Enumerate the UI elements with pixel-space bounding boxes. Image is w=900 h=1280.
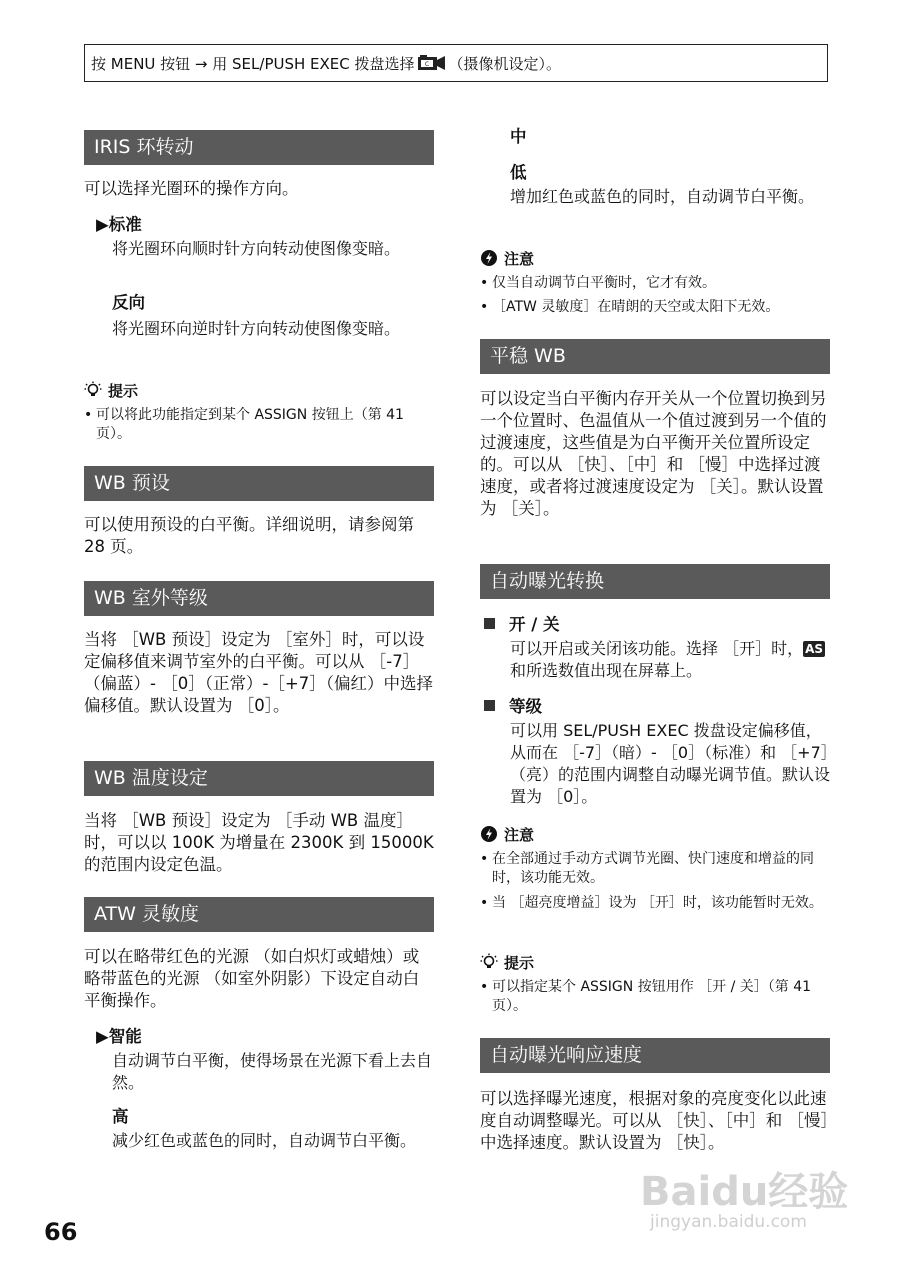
square-bullet-icon: [484, 618, 495, 629]
atw-note-title: 注意: [480, 248, 534, 270]
atw-note-item-2: • ［ATW 灵敏度］在晴朗的天空或太阳下无效。: [480, 299, 780, 315]
section-heading-wb-temp: WB 温度设定: [84, 761, 434, 796]
section-heading-iris: IRIS 环转动: [84, 130, 434, 165]
lightbulb-icon: [84, 381, 102, 399]
caution-icon: [480, 249, 498, 267]
iris-option-reverse-desc: 将光圈环向逆时针方向转动使图像变暗。: [112, 319, 401, 338]
as-indicator-icon: AS: [805, 642, 824, 656]
section-heading-atw: ATW 灵敏度: [84, 897, 434, 932]
page-number: 66: [44, 1218, 78, 1246]
atw-option-mid: 中: [510, 127, 527, 146]
baidu-watermark: [640, 1160, 850, 1240]
iris-option-standard-desc: 将光圈环向顺时针方向转动使图像变暗。: [112, 239, 401, 258]
iris-option-standard: ▶标准: [96, 215, 142, 234]
iris-option-reverse: 反向: [112, 293, 145, 312]
svg-text:C: C: [424, 61, 429, 68]
section-heading-ae-shift: 自动曝光转换: [480, 564, 830, 599]
smooth-wb-description: 可以设定当白平衡内存开关从一个位置切换到另一个位置时、色温值从一个值过渡到另一个值的过渡速度，这些值是为白平衡开关位置所设定的。可以从 ［快］、［中］和 ［慢］中选择过渡速度，或者将过渡速度设定为 ［关］。默认设置为 ［关］。: [480, 389, 827, 518]
camera-settings-icon: [417, 54, 447, 72]
iris-tip-item: • 可以将此功能指定到某个 ASSIGN 按钮上（第 41 页）。: [84, 407, 404, 442]
ae-shift-note-item-2: • 当 ［超亮度增益］设为 ［开］时，该功能暂时无效。: [480, 895, 823, 911]
ae-shift-note-title: 注意: [480, 824, 534, 846]
section-heading-wb-preset: WB 预设: [84, 466, 434, 501]
menu-instruction-suffix: （摄像机设定）。: [448, 54, 562, 73]
atw-option-high-desc: 减少红色或蓝色的同时，自动调节白平衡。: [112, 1131, 417, 1150]
wb-temp-description: 当将 ［WB 预设］设定为 ［手动 WB 温度］时，可以以 100K 为增量在 2300K 到 15000K 的范围内设定色温。: [84, 811, 434, 874]
wb-outdoor-description: 当将 ［WB 预设］设定为 ［室外］时，可以设定偏移值来调节室外的白平衡。可以从 ［-7］（偏蓝）- ［0］（正常）-［+7］（偏红）中选择偏移值。默认设置为 ［0］。: [84, 630, 433, 715]
atw-option-low-desc: 增加红色或蓝色的同时，自动调节白平衡。: [510, 187, 815, 206]
watermark-url: jingyan.baidu.com: [650, 1212, 807, 1232]
ae-shift-tip-item: • 可以指定某个 ASSIGN 按钮用作 ［开 / 关］（第 41 页）。: [480, 979, 812, 1014]
ae-shift-level-desc: 可以用 SEL/PUSH EXEC 拨盘设定偏移值，从而在 ［-7］（暗）- ［0］（标准）和 ［+7］（亮）的范围内调整自动曝光调节值。默认设置为 ［0］。: [510, 721, 831, 806]
caution-icon: [480, 825, 498, 843]
atw-note-item-1: • 仅当自动调节白平衡时，它才有效。: [480, 275, 716, 291]
section-heading-ae-speed: 自动曝光响应速度: [480, 1038, 830, 1073]
atw-option-smart-desc: 自动调节白平衡，使得场景在光源下看上去自然。: [112, 1051, 433, 1092]
ae-shift-option-level: 等级: [484, 696, 542, 718]
wb-preset-description: 可以使用预设的白平衡。详细说明，请参阅第 28 页。: [84, 515, 414, 556]
atw-option-low: 低: [510, 163, 527, 182]
ae-shift-tip-title: 提示: [480, 952, 534, 974]
square-bullet-icon: [484, 700, 495, 711]
section-heading-smooth-wb: 平稳 WB: [480, 339, 830, 374]
atw-option-smart: ▶智能: [96, 1027, 142, 1046]
ae-shift-option-onoff: 开 / 关: [484, 614, 560, 636]
iris-description: 可以选择光圈环的操作方向。: [84, 179, 299, 198]
atw-option-high: 高: [112, 1107, 129, 1126]
ae-speed-description: 可以选择曝光速度，根据对象的亮度变化以此速度自动调整曝光。可以从 ［快］、［中］和 ［慢］中选择速度。默认设置为 ［快］。: [480, 1089, 829, 1152]
watermark-logo-text: Baidu经验: [640, 1169, 849, 1215]
section-heading-wb-outdoor: WB 室外等级: [84, 581, 434, 616]
menu-instruction-bar: [84, 44, 828, 82]
iris-tip-title: 提示: [84, 380, 138, 402]
atw-description: 可以在略带红色的光源 （如白炽灯或蜡烛）或略带蓝色的光源 （如室外阴影）下设定自动白平衡操作。: [84, 947, 420, 1010]
ae-shift-note-item-1: • 在全部通过手动方式调节光圈、快门速度和增益的同时，该功能无效。: [480, 851, 814, 886]
lightbulb-icon: [480, 953, 498, 971]
menu-instruction-text: 按 MENU 按钮 → 用 SEL/PUSH EXEC 拨盘选择: [91, 54, 415, 73]
ae-shift-onoff-desc: 可以开启或关闭该功能。选择 ［开］时， AS和所选数值出现在屏幕上。: [510, 639, 824, 680]
